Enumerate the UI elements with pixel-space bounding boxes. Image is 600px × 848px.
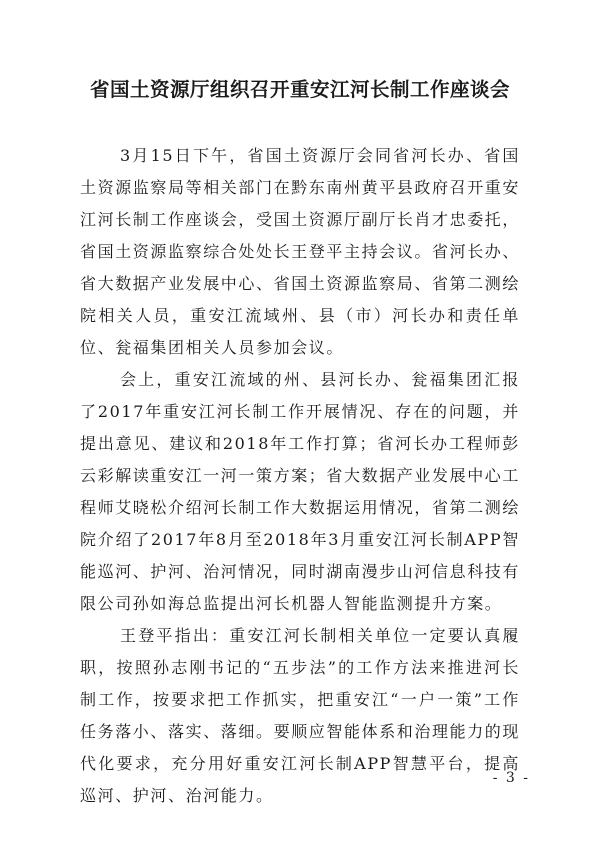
page-number: - 3 - [492,770,530,786]
document-body [80,140,520,812]
document-title: 省国土资源厅组织召开重安江河长制工作座谈会 [89,78,510,101]
paragraph-instructions: 王登平指出：重安江河长制相关单位一定要认真履职，按照孙志刚书记的“五步法”的工作方法来推进河长制工作，按要求把工作抓实，把重安江“一户一策”工作任务落小、落实、落细。要顺应智能体系和治理能力的现代化要求，充分用好重安江河长制APP智慧平台，提高巡河、护河、治河能力。 [80,626,521,805]
paragraph-meeting-overview: 3月15日下午，省国土资源厅会同省河长办、省国土资源监察局等相关部门在黔东南州黄平县政府召开重安江河长制工作座谈会，受国土资源厅副厅长肖才忠委托，省国土资源监察综合处处长王登平主持会议。省河长办、省大数据产业发展中心、省国土资源监察局、省第二测绘院相关人员，重安江流域州、县（市）河长办和责任单位、瓮福集团相关人员参加会议。 [80,146,521,357]
paragraph-meeting-reports: 会上，重安江流域的州、县河长办、瓮福集团汇报了2017年重安江河长制工作开展情况、存在的问题，并提出意见、建议和2018年工作打算；省河长办工程师彭云彩解读重安江一河一策方案；省大数据产业发展中心工程师艾晓松介绍河长制工作大数据运用情况，省第二测绘院介绍了2017年8月至2018年3月重安江河长制APP智能巡河、护河、治河情况，同时湖南漫步山河信息科技有限公司孙如海总监提出河长机器人智能监测提升方案。 [80,370,521,613]
